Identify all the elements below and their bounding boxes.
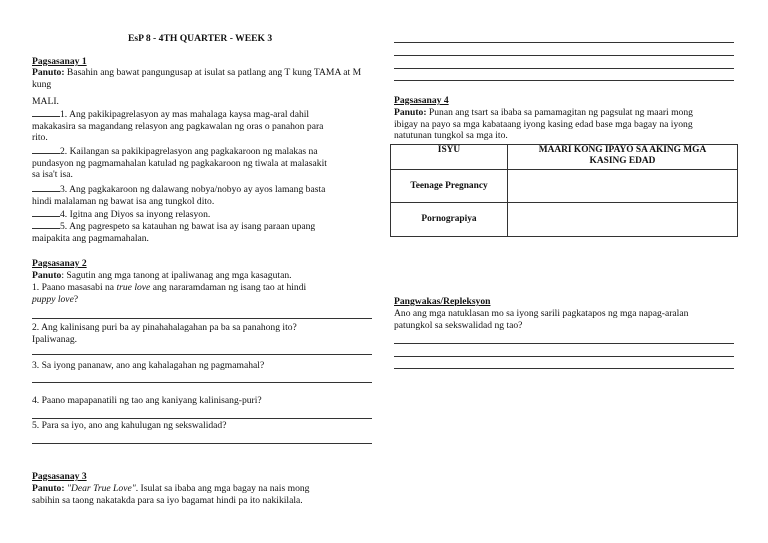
section-heading-pagsasanay-3: Pagsasanay 3 (32, 471, 87, 482)
answer-line[interactable] (394, 343, 734, 344)
table-header-payo: MAARI KONG IPAYO SA AKING MGA KASING EDAD (508, 145, 738, 170)
instr-text: Basahin ang bawat pangungusap at isulat sa patlang ang T kung TAMA at M kung (32, 67, 362, 90)
table-cell-answer[interactable] (508, 170, 738, 203)
answer-blank[interactable] (32, 183, 60, 192)
p1-item-4: 4. Igitna ang Diyos sa inyong relasyon. (32, 208, 372, 221)
table-cell-issue: Teenage Pregnancy (391, 170, 508, 203)
answer-line[interactable] (394, 55, 734, 56)
p2-question-5: 5. Para sa iyo, ano ang kahulugan ng sekswalidad? (32, 420, 227, 431)
p1-item-1: 1. Ang pakikipagrelasyon ay mas mahalaga kaysa mag-aral dahil makakasira sa magandang relasyon ang pagkawalan ng oras o panahon para rito. (32, 109, 324, 144)
table-row (391, 170, 738, 203)
answer-blank[interactable] (32, 208, 60, 217)
answer-line[interactable] (394, 42, 734, 43)
p1-instructions (32, 67, 372, 90)
p2-question-3: 3. Sa iyong pananaw, ano ang kahalagahan ng pagmamahal? (32, 360, 265, 371)
page-title: EsP 8 - 4TH QUARTER - WEEK 3 (128, 33, 273, 44)
answer-line[interactable] (394, 68, 734, 69)
p2-question-2: 2. Ang kalinisang puri ba ay pinahahalagahan pa ba sa panahong ito? Ipaliwanag. (32, 322, 297, 345)
section-heading-pagsasanay-4: Pagsasanay 4 (394, 95, 449, 106)
p4-instructions: Panuto: Punan ang tsart sa ibaba sa pamamagitan ng pagsulat ng maari mong ibigay na payo sa mga kabataang iyong kasing edad base mga bagay na iyong natutunan tungkol sa mga ito. (394, 107, 693, 142)
answer-line[interactable] (32, 382, 372, 383)
p1-instructions-2: MALI. (32, 96, 59, 107)
answer-blank[interactable] (32, 220, 60, 229)
answer-line[interactable] (32, 318, 372, 319)
closing-prompt: Ano ang mga natuklasan mo sa iyong sarili pagkatapos ng mga napag-aralan patungkol sa sekswalidad ng tao? (394, 308, 689, 331)
answer-line[interactable] (32, 418, 372, 419)
p2-question-1: 1. Paano masasabi na true love ang nararamdaman ng isang tao at hindi puppy love? (32, 282, 307, 305)
p3-instructions: Panuto: "Dear True Love". Isulat sa ibaba ang mga bagay na nais mong sabihin sa taong nakatakda para sa iyo bagamat hindi pa ito nakikilala. (32, 483, 310, 506)
p2-question-4: 4. Paano mapapanatili ng tao ang kaniyang kalinisang-puri? (32, 395, 262, 406)
table-cell-answer[interactable] (508, 203, 738, 237)
table-cell-issue: Pornograpiya (391, 203, 508, 237)
table-row (391, 203, 738, 237)
p1-item-3: 3. Ang pagkakaroon ng dalawang nobya/nobyo ay ayos lamang basta hindi malalaman ng bawat isa ang tungkol dito. (32, 184, 326, 207)
answer-line[interactable] (32, 443, 372, 444)
section-heading-pagsasanay-1: Pagsasanay 1 (32, 56, 87, 67)
p2-instructions: Panuto: Sagutin ang mga tanong at ipaliwanag ang mga kasagutan. (32, 270, 292, 281)
section-heading-pagsasanay-2: Pagsasanay 2 (32, 258, 87, 269)
answer-line[interactable] (32, 354, 372, 355)
table-header-isyu: ISYU (391, 145, 508, 170)
p1-item-2: 2. Kailangan sa pakikipagrelasyon ang pagkakaroon ng malakas na pundasyon ng pagmamahalan katulad ng pagkakaroon ng tiwala at malasakit sa isa't isa. (32, 146, 327, 181)
instr-label: Panuto: (32, 67, 65, 78)
section-heading-pangwakas: Pangwakas/Repleksyon (394, 296, 491, 307)
answer-blank[interactable] (32, 108, 60, 117)
answer-line[interactable] (394, 80, 734, 81)
p1-item-5: 5. Ang pagrespeto sa katauhan ng bawat isa ay isang paraan upang maipakita ang pagmamahalan. (32, 221, 316, 244)
answer-line[interactable] (394, 368, 734, 369)
answer-blank[interactable] (32, 145, 60, 154)
answer-line[interactable] (394, 356, 734, 357)
advice-table (390, 144, 738, 237)
